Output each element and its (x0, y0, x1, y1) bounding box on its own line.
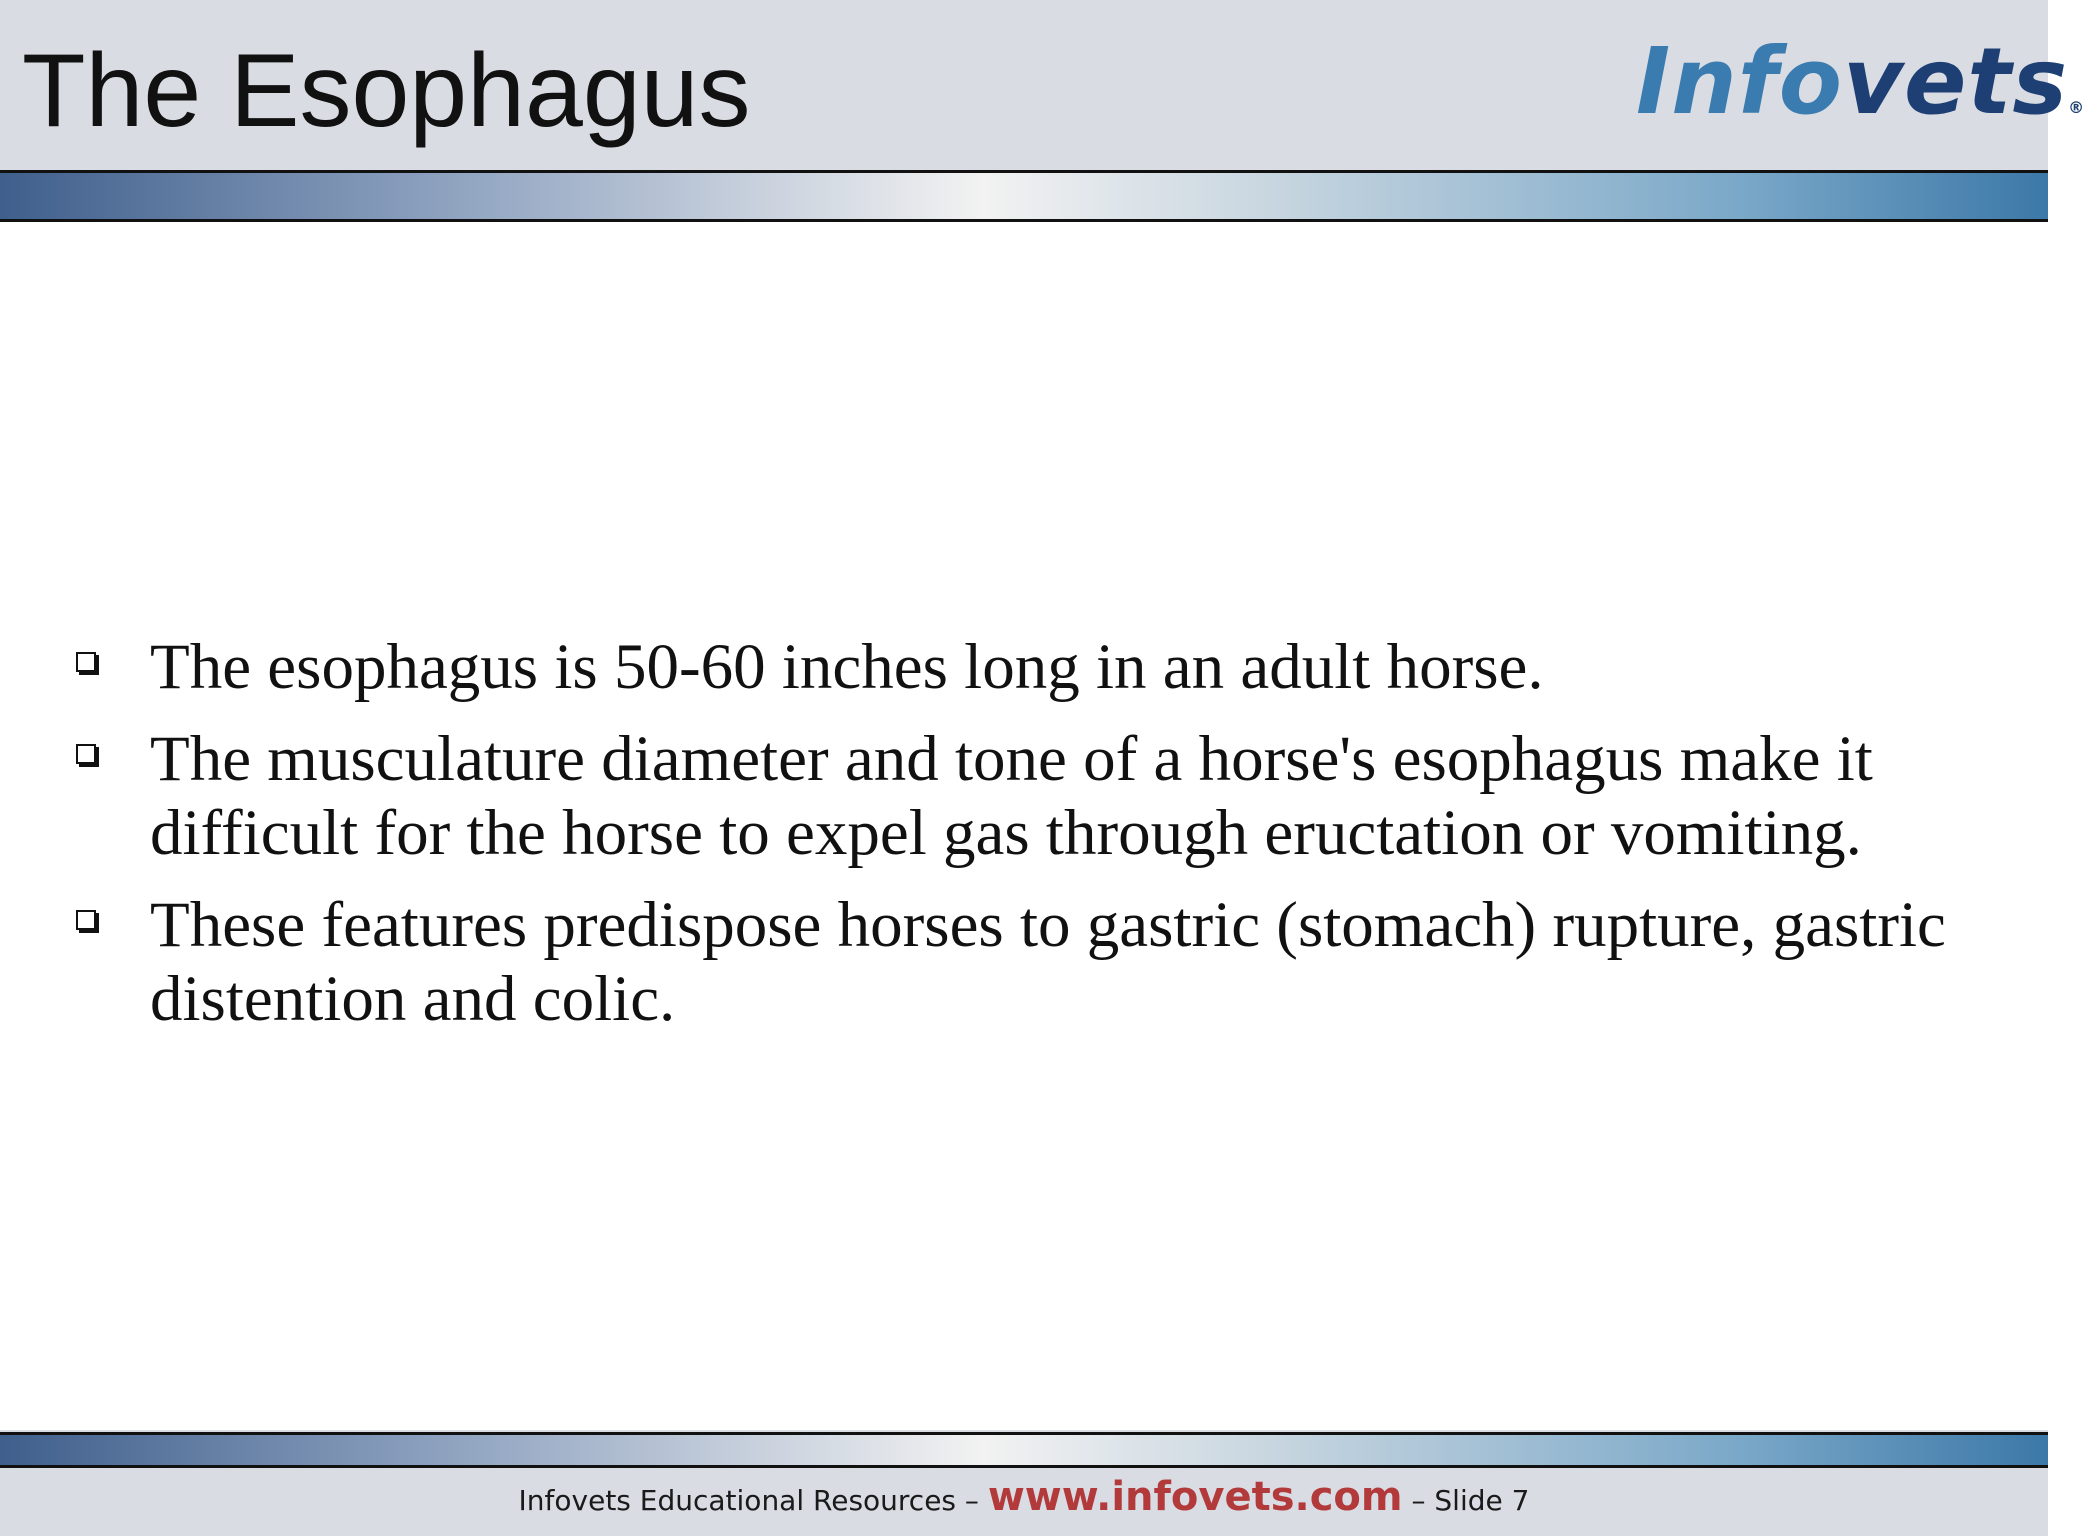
bullet-item (72, 888, 1992, 1036)
bullet-list (72, 630, 1992, 1054)
bullet-item (72, 722, 1992, 870)
square-bullet-icon (76, 744, 96, 764)
bullet-item (72, 630, 1992, 704)
slide-title: The Esophagus (22, 33, 751, 149)
logo-text-info: Info (1636, 28, 1843, 135)
header-gradient-bar (0, 170, 2048, 222)
registered-mark: ® (2068, 98, 2085, 117)
square-bullet-icon (76, 910, 96, 930)
footer-gradient-bar (0, 1432, 2048, 1468)
bullet-text: The esophagus is 50-60 inches long in an adult horse. (150, 631, 1544, 703)
footer-text (0, 1472, 2048, 1526)
footer-url-link[interactable]: www.infovets.com (987, 1474, 1403, 1520)
slide-header (0, 0, 2085, 171)
logo-text-vets: vets (1842, 28, 2069, 135)
bullet-text: The musculature diameter and tone of a horse's esophagus make it difficult for the horse to expel gas through eructation or vomiting. (150, 723, 1873, 869)
footer-slide-number: – Slide 7 (1411, 1484, 1530, 1517)
bullet-text: These features predispose horses to gastric (stomach) rupture, gastric distention and colic. (150, 889, 1946, 1035)
infovets-logo (1636, 22, 2085, 142)
footer-prefix: Infovets Educational Resources – (518, 1484, 979, 1517)
square-bullet-icon (76, 652, 96, 672)
